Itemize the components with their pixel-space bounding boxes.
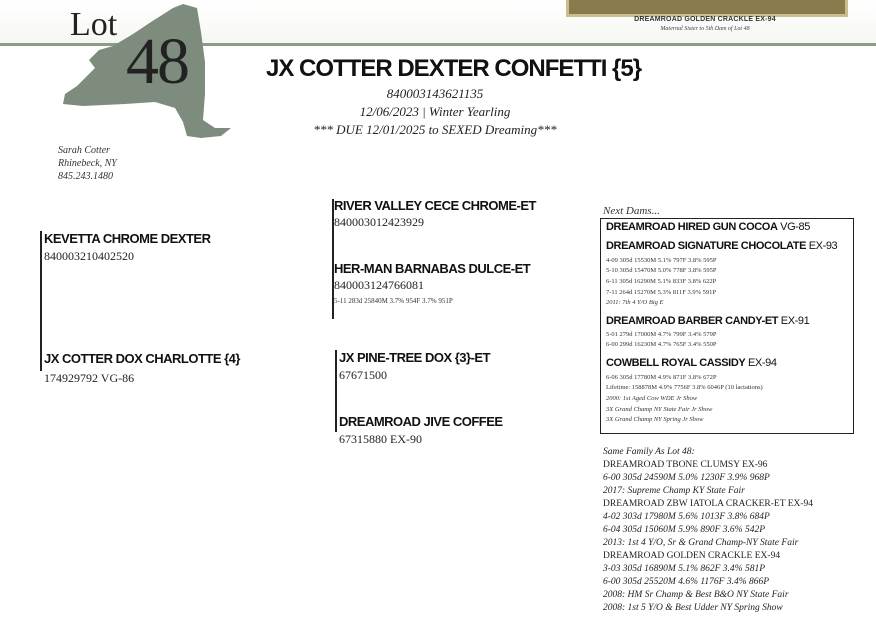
owner-name: Sarah Cotter [58, 145, 110, 156]
same-family-line: 6-00 305d 25520M 4.6% 1176F 3.4% 866P [603, 577, 770, 587]
same-family-line: 3-03 305d 16890M 5.1% 862F 3.4% 581P [603, 564, 766, 574]
same-family-label: Same Family As Lot 48: [603, 447, 695, 457]
registration-number: 840003143621135 [386, 86, 484, 101]
dam-sire-name: JX PINE-TREE DOX {3}-ET [339, 350, 491, 365]
due-date: *** DUE 12/01/2025 to SEXED Dreaming*** [313, 122, 557, 137]
sire-dam-name: HER-MAN BARNABAS DULCE-ET [334, 261, 531, 276]
dam-dam-id: 67315880 EX-90 [339, 432, 422, 446]
photo-subcaption: Maternal Sister to 5th Dam of Lot 48 [660, 26, 750, 32]
sire-dam-id: 840003124766081 [334, 278, 424, 292]
same-family-line: DREAMROAD GOLDEN CRACKLE EX-94 [603, 551, 781, 561]
next-dam-4-note: 3X Grand Champ NY Spring Jr Show [606, 416, 704, 423]
next-dam-1-name: DREAMROAD HIRED GUN COCOA VG-85 [606, 221, 810, 233]
same-family-line: 4-02 303d 17980M 5.6% 1013F 3.8% 684P [603, 512, 770, 522]
same-family-line: 2013: 1st 4 Y/O, Sr & Grand Champ-NY State Fair [603, 538, 799, 548]
dam-id: 174929792 VG-86 [44, 371, 135, 385]
next-dam-4-name: COWBELL ROYAL CASSIDY EX-94 [606, 357, 777, 369]
same-family-line: 2008: HM Sr Champ & Best B&O NY State Fair [603, 590, 789, 600]
next-dam-3-record: 6-00 299d 16230M 4.7% 765F 3.4% 550P [606, 341, 717, 348]
birth-date: 12/06/2023 | Winter Yearling [359, 104, 511, 119]
next-dam-2-record: 4-09 305d 15530M 5.1% 797F 3.8% 595P [606, 257, 717, 264]
sire-sire-id: 840003012423929 [334, 215, 424, 229]
same-family-line: 2017: Supreme Champ KY State Fair [603, 486, 745, 496]
same-family-line: DREAMROAD ZBW IATOLA CRACKER-ET EX-94 [603, 499, 814, 509]
next-dam-4-note: 2000: 1st Aged Cow WDE Jr Show [606, 395, 698, 402]
next-dam-2-record: 6-11 305d 16290M 5.1% 833F 3.8% 622P [606, 278, 717, 285]
next-dam-3-record: 5-01 279d 17000M 4.7% 799F 3.4% 579P [606, 331, 717, 338]
sire-id: 840003210402520 [44, 249, 134, 263]
lot-label: Lot [70, 6, 118, 43]
lot-number: 48 [126, 25, 188, 98]
next-dam-2-record: 7-11 264d 15270M 5.3% 811F 3.9% 591P [606, 289, 717, 296]
next-dams-label: Next Dams... [603, 205, 660, 217]
dam-sire-id: 67671500 [339, 368, 387, 382]
dam-dam-name: DREAMROAD JIVE COFFEE [339, 414, 503, 429]
next-dam-4-note: 3X Grand Champ NY State Fair Jr Show [606, 406, 713, 413]
sire-name: KEVETTA CHROME DEXTER [44, 231, 211, 246]
same-family-line: DREAMROAD TBONE CLUMSY EX-96 [603, 460, 768, 470]
owner-city: Rhinebeck, NY [58, 158, 117, 169]
next-dam-4-record: 6-06 305d 17780M 4.9% 871F 3.8% 672P [606, 374, 717, 381]
dam-name: JX COTTER DOX CHARLOTTE {4} [44, 351, 240, 366]
pedigree-line-dam [335, 350, 337, 432]
next-dam-2-record: 5-10 305d 15470M 5.0% 778F 3.8% 595P [606, 267, 717, 274]
sire-dam-record: 5-11 283d 25840M 3.7% 954F 3.7% 951P [334, 297, 453, 305]
next-dam-2-note: 2011: 7th 4 Y/O Big E [606, 299, 664, 306]
pedigree-line-main [40, 231, 42, 371]
next-dam-2-name: DREAMROAD SIGNATURE CHOCOLATE EX-93 [606, 240, 838, 252]
same-family-line: 6-00 305d 24590M 5.0% 1230F 3.9% 968P [603, 473, 770, 483]
same-family-line: 2008: 1st 5 Y/O & Best Udder NY Spring Show [603, 603, 783, 613]
photo-caption: DREAMROAD GOLDEN CRACKLE EX-94 [634, 16, 776, 23]
same-family-line: 6-04 305d 15060M 5.9% 890F 3.6% 542P [603, 525, 766, 535]
next-dam-3-name: DREAMROAD BARBER CANDY-ET EX-91 [606, 315, 810, 327]
next-dam-4-record: Lifetime: 158878M 4.9% 7756F 3.8% 6046P (10 lactations) [606, 384, 763, 391]
cow-photo [566, 0, 848, 17]
sire-sire-name: RIVER VALLEY CECE CHROME-ET [334, 198, 536, 213]
animal-name: JX COTTER DEXTER CONFETTI {5} [266, 55, 642, 82]
owner-phone: 845.243.1480 [58, 171, 113, 182]
